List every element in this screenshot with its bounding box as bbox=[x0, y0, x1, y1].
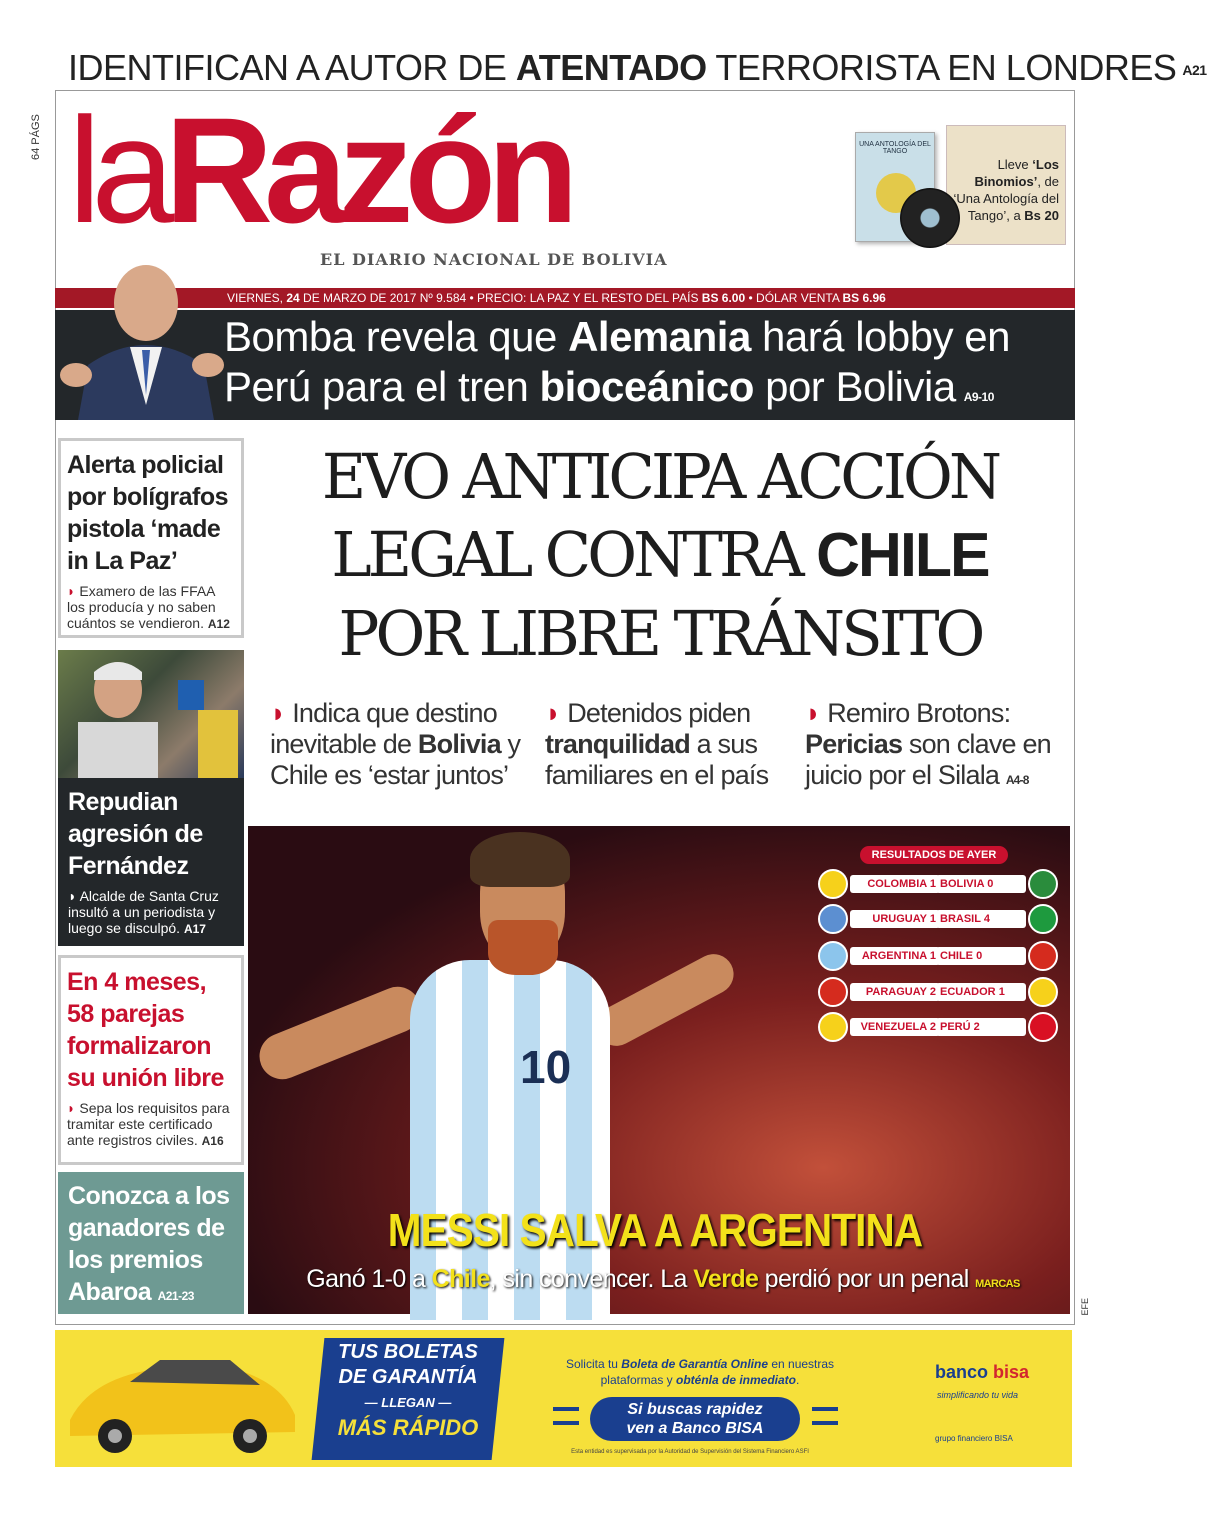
sports-sub-p3: perdió por un penal bbox=[758, 1265, 969, 1293]
top-banner-bold: ATENTADO bbox=[515, 47, 707, 88]
away-team bbox=[936, 983, 1026, 1001]
promo-t3: , de ‘Una Antología del Tango’, a bbox=[953, 174, 1059, 223]
side1-sub: Examero de las FFAA los producía y no saben cuántos se vendieron. bbox=[67, 583, 216, 631]
away-team bbox=[936, 875, 1026, 893]
home-score: 2 bbox=[929, 1021, 936, 1033]
result-row bbox=[818, 978, 1058, 1006]
home-flag-icon bbox=[818, 904, 848, 934]
price-sep: • DÓLAR VENTA bbox=[745, 291, 843, 305]
bank-slogan: simplificando tu vida bbox=[937, 1390, 1019, 1400]
ad-copy-b1: Boleta de Garantía Online bbox=[621, 1357, 768, 1371]
result-row bbox=[818, 905, 1058, 933]
shirt-number: 10 bbox=[520, 1041, 572, 1093]
home-team bbox=[850, 983, 940, 1001]
logo-la: la bbox=[68, 86, 165, 254]
ad-speed-line bbox=[812, 1407, 838, 1411]
lead-p1: Bomba revela que bbox=[224, 313, 569, 360]
top-banner-ref: A21 bbox=[1182, 62, 1207, 79]
car-hub-front bbox=[108, 1429, 122, 1443]
home-flag-icon bbox=[818, 977, 848, 1007]
bc1-p2: y Chile es ‘estar juntos’ bbox=[270, 729, 521, 790]
lead-p2: hará lobby en Perú para el tren bbox=[224, 313, 1011, 410]
side1-headline: Alerta policial por bolígrafos pistola ‘made in La Paz’ bbox=[67, 451, 229, 575]
result-row bbox=[818, 1013, 1058, 1041]
home-team bbox=[850, 947, 940, 965]
ad-speed-line bbox=[553, 1407, 579, 1411]
photo-hand-right bbox=[192, 353, 224, 377]
home-flag-icon bbox=[818, 941, 848, 971]
ad-h1: TUS BOLETAS bbox=[338, 1341, 478, 1363]
side1-ref: A12 bbox=[207, 617, 230, 631]
away-flag-icon bbox=[1028, 869, 1058, 899]
results-title: RESULTADOS DE AYER bbox=[860, 846, 1008, 864]
home-name: URUGUAY bbox=[872, 913, 927, 925]
result-row bbox=[818, 870, 1058, 898]
photo-head bbox=[114, 265, 178, 341]
away-score: 4 bbox=[983, 913, 990, 925]
side2-ref: A17 bbox=[183, 922, 206, 936]
ad-pill-2: ven a Banco BISA bbox=[626, 1420, 764, 1437]
away-team bbox=[936, 910, 1026, 928]
away-flag-icon bbox=[1028, 977, 1058, 1007]
newspaper-logo[interactable] bbox=[68, 86, 570, 254]
ad-copy bbox=[535, 1356, 865, 1388]
promo-t2: ‘Los Binomios’ bbox=[974, 157, 1059, 189]
side3-sub: Sepa los requisitos para tramitar este certificado ante registros civiles. bbox=[67, 1100, 230, 1148]
side1-summary bbox=[67, 583, 235, 632]
sidebar-story-fernandez[interactable] bbox=[58, 778, 244, 946]
away-team bbox=[936, 1018, 1026, 1036]
side4-text: Conozca a los ganadores de los premios Abaroa bbox=[68, 1182, 230, 1306]
sidebar-photo-fernandez[interactable] bbox=[58, 650, 244, 778]
home-score: 1 bbox=[929, 913, 936, 925]
bank-name-bisa: bisa bbox=[993, 1362, 1030, 1382]
away-flag-icon bbox=[1028, 941, 1058, 971]
sports-headline[interactable]: MESSI SALVA A ARGENTINA bbox=[387, 1204, 923, 1256]
away-name: BRASIL bbox=[940, 913, 981, 925]
top-banner-pre: IDENTIFICAN A AUTOR DE bbox=[68, 47, 516, 88]
away-name: ECUADOR bbox=[940, 986, 996, 998]
dollar-rate: BS 6.96 bbox=[842, 291, 886, 305]
away-name: CHILE bbox=[940, 950, 973, 962]
bc2-p1: Detenidos piden bbox=[567, 698, 751, 728]
masthead-tagline: EL DIARIO NACIONAL DE BOLIVIA bbox=[320, 250, 668, 269]
ad-copy-b2: obténla de inmediato bbox=[676, 1373, 797, 1387]
bullet-arrow-icon: ◗ bbox=[67, 1100, 80, 1116]
result-row bbox=[818, 942, 1058, 970]
side2-summary bbox=[68, 888, 238, 937]
bank-logo[interactable] bbox=[935, 1362, 1029, 1383]
ad-pill-1: Si buscas rapidez bbox=[627, 1401, 763, 1418]
bullet-arrow-icon: ◗ bbox=[545, 698, 568, 728]
photo-beard bbox=[488, 920, 558, 975]
promo-book-title: UNA ANTOLOGÍA DEL TANGO bbox=[859, 141, 931, 155]
side4-ref: A21-23 bbox=[157, 1289, 194, 1303]
bullet-arrow-icon: ◗ bbox=[805, 698, 828, 728]
bc3-ref: A4-8 bbox=[1005, 773, 1029, 787]
main-line-2b: CHILE bbox=[816, 521, 989, 590]
date-pre: VIERNES, bbox=[227, 291, 287, 305]
page-count: 64 PÁGS bbox=[30, 114, 42, 160]
logo-razon: Razón bbox=[164, 86, 570, 254]
photo-shirt bbox=[78, 722, 158, 782]
lead-p3: por Bolivia bbox=[753, 363, 956, 410]
photo-hair bbox=[94, 662, 142, 680]
top-banner-post: TERRORISTA EN LONDRES bbox=[706, 47, 1177, 88]
ad-speed-line bbox=[553, 1421, 579, 1425]
side3-summary bbox=[67, 1100, 235, 1149]
ad-h3: — LLEGAN — bbox=[364, 1395, 452, 1410]
bc1-p1: Indica que destino inevitable de bbox=[270, 698, 497, 759]
away-name: BOLIVIA bbox=[940, 878, 985, 890]
home-name: VENEZUELA bbox=[860, 1021, 927, 1033]
away-name: PERÚ bbox=[940, 1021, 971, 1033]
sports-sub-p2: , sin convencer. La bbox=[489, 1265, 694, 1293]
photo-microphone bbox=[178, 680, 204, 710]
lead-headline[interactable] bbox=[224, 312, 1064, 422]
car-hub-rear bbox=[243, 1429, 257, 1443]
main-line-3: POR LIBRE TRÁNSITO bbox=[338, 597, 982, 670]
home-team bbox=[850, 910, 940, 928]
home-flag-icon bbox=[818, 1012, 848, 1042]
sports-sub-b1: Chile bbox=[431, 1265, 490, 1293]
home-team bbox=[850, 875, 940, 893]
main-line-2 bbox=[258, 516, 1062, 595]
away-team bbox=[936, 947, 1026, 965]
bc3-p2: son clave en juicio por el Silala bbox=[805, 729, 1051, 790]
bullet-story-3[interactable] bbox=[805, 698, 1065, 796]
date-day: 24 bbox=[286, 291, 300, 305]
photo-crowd bbox=[58, 650, 244, 778]
top-banner-headline[interactable] bbox=[68, 47, 1207, 90]
photo-credit: EFE bbox=[1080, 1298, 1090, 1316]
ad-fine-print: Esta entidad es supervisada por la Autoridad de Supervisión del Sistema Financiero ASFI bbox=[571, 1449, 809, 1455]
home-team bbox=[850, 1018, 940, 1036]
ad-speed-line bbox=[812, 1421, 838, 1425]
home-name: COLOMBIA bbox=[867, 878, 927, 890]
home-name: ARGENTINA bbox=[861, 950, 927, 962]
home-name: PARAGUAY bbox=[865, 986, 927, 998]
side2-headline: Repudian agresión de Fernández bbox=[68, 788, 203, 880]
bc2-b: tranquilidad bbox=[545, 729, 690, 759]
promo-t1: Lleve bbox=[997, 157, 1033, 172]
side4-headline bbox=[68, 1180, 238, 1312]
sports-subheadline bbox=[258, 1265, 1068, 1294]
sports-sub-p1: Ganó 1-0 a bbox=[306, 1265, 432, 1293]
lead-b2: bioceánico bbox=[539, 363, 754, 410]
side3-headline: En 4 meses, 58 parejas formalizaron su unión libre bbox=[67, 968, 224, 1092]
ad-h2: DE GARANTÍA bbox=[338, 1366, 478, 1388]
car-icon bbox=[60, 1340, 305, 1455]
away-flag-icon bbox=[1028, 904, 1058, 934]
away-score: 1 bbox=[998, 986, 1005, 998]
away-score: 0 bbox=[976, 950, 983, 962]
home-score: 2 bbox=[929, 986, 936, 998]
home-flag-icon bbox=[818, 869, 848, 899]
main-line-1: EVO ANTICIPA ACCIÓN bbox=[321, 440, 999, 513]
ad-copy-p3: . bbox=[796, 1373, 800, 1387]
lead-story-photo[interactable] bbox=[58, 255, 228, 420]
ad-copy-p1: Solicita tu bbox=[565, 1357, 622, 1371]
ad-cta-pill[interactable] bbox=[590, 1397, 800, 1441]
side3-ref: A16 bbox=[201, 1134, 224, 1148]
sports-sub-b2: Verde bbox=[693, 1265, 759, 1293]
bc2-p2: a sus familiares en el país bbox=[545, 729, 769, 790]
main-headline[interactable] bbox=[258, 438, 1062, 673]
photo-hair bbox=[470, 832, 570, 887]
away-score: 0 bbox=[987, 878, 994, 890]
bank-group-label: grupo financiero BISA bbox=[935, 1434, 1013, 1443]
home-score: 1 bbox=[929, 878, 936, 890]
photo-hand-left bbox=[60, 363, 92, 387]
away-flag-icon bbox=[1028, 1012, 1058, 1042]
side2-sub: Alcalde de Santa Cruz insultó a un periodista y luego se disculpó. bbox=[68, 888, 219, 936]
lead-b1: Alemania bbox=[568, 313, 751, 360]
bullet-arrow-icon: ◗ bbox=[68, 888, 80, 904]
lead-ref: A9-10 bbox=[963, 390, 994, 404]
bullet-arrow-icon: ◗ bbox=[67, 583, 80, 599]
bc3-p1: Remiro Brotons: bbox=[827, 698, 1011, 728]
bank-name: banco bbox=[935, 1362, 994, 1382]
price: BS 6.00 bbox=[701, 291, 746, 305]
sidebar-story-pens[interactable] bbox=[58, 438, 244, 638]
bc3-b: Pericias bbox=[805, 729, 903, 759]
main-line-2a: LEGAL CONTRA bbox=[331, 518, 817, 591]
ad-headline bbox=[318, 1340, 498, 1440]
sports-sub-source: MARCAS bbox=[975, 1278, 1020, 1290]
cd-disc-icon bbox=[900, 188, 960, 248]
bullet-story-1[interactable] bbox=[270, 698, 535, 791]
bc1-b: Bolivia bbox=[417, 729, 501, 759]
bullet-story-2[interactable] bbox=[545, 698, 795, 791]
home-score: 1 bbox=[929, 950, 936, 962]
bullet-arrow-icon: ◗ bbox=[270, 698, 293, 728]
away-score: 2 bbox=[973, 1021, 980, 1033]
photo-person bbox=[198, 710, 238, 780]
ad-h4: MÁS RÁPIDO bbox=[337, 1415, 479, 1440]
promo-t4: Bs 20 bbox=[1024, 208, 1059, 223]
promo-text[interactable] bbox=[946, 125, 1066, 245]
car-windows bbox=[130, 1360, 260, 1385]
sidebar-story-couples[interactable] bbox=[58, 955, 244, 1165]
date-rest: DE MARZO DE 2017 Nº 9.584 • PRECIO: LA PAZ Y EL RESTO DEL PAÍS bbox=[299, 291, 702, 305]
ad-copy-p2: en nuestras plataformas y bbox=[600, 1357, 835, 1387]
sidebar-story-abaroa[interactable] bbox=[58, 1172, 244, 1314]
